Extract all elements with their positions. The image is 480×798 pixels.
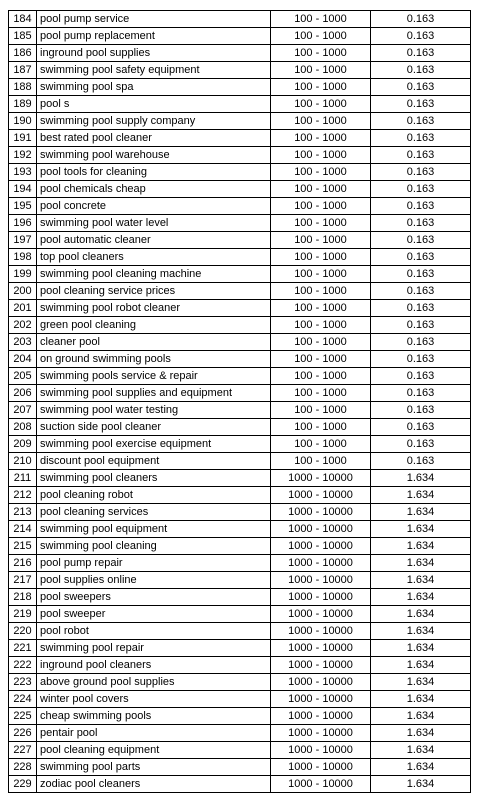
keyword-cell: inground pool supplies (37, 45, 271, 62)
table-row (9, 521, 471, 538)
table-row (9, 79, 471, 96)
keyword-cell: swimming pools service & repair (37, 368, 271, 385)
table-row (9, 181, 471, 198)
value-cell: 0.163 (371, 79, 471, 96)
value-cell: 0.163 (371, 300, 471, 317)
value-cell: 1.634 (371, 759, 471, 776)
table-row (9, 504, 471, 521)
row-number-cell: 196 (9, 215, 37, 232)
keyword-cell: pool pump repair (37, 555, 271, 572)
search-volume-range-cell: 1000 - 10000 (271, 708, 371, 725)
value-cell: 0.163 (371, 28, 471, 45)
keyword-cell: swimming pool equipment (37, 521, 271, 538)
row-number-cell: 186 (9, 45, 37, 62)
value-cell: 1.634 (371, 538, 471, 555)
value-cell: 0.163 (371, 402, 471, 419)
value-cell: 1.634 (371, 487, 471, 504)
row-number-cell: 221 (9, 640, 37, 657)
row-number-cell: 222 (9, 657, 37, 674)
row-number-cell: 214 (9, 521, 37, 538)
search-volume-range-cell: 100 - 1000 (271, 317, 371, 334)
value-cell: 1.634 (371, 674, 471, 691)
table-row (9, 45, 471, 62)
search-volume-range-cell: 1000 - 10000 (271, 776, 371, 793)
row-number-cell: 190 (9, 113, 37, 130)
search-volume-range-cell: 1000 - 10000 (271, 555, 371, 572)
value-cell: 1.634 (371, 742, 471, 759)
search-volume-range-cell: 100 - 1000 (271, 351, 371, 368)
row-number-cell: 212 (9, 487, 37, 504)
value-cell: 1.634 (371, 640, 471, 657)
keyword-cell: green pool cleaning (37, 317, 271, 334)
value-cell: 0.163 (371, 147, 471, 164)
table-row (9, 62, 471, 79)
row-number-cell: 224 (9, 691, 37, 708)
keyword-cell: pool robot (37, 623, 271, 640)
search-volume-range-cell: 1000 - 10000 (271, 504, 371, 521)
table-row (9, 759, 471, 776)
value-cell: 1.634 (371, 623, 471, 640)
search-volume-range-cell: 100 - 1000 (271, 334, 371, 351)
keyword-cell: swimming pool water testing (37, 402, 271, 419)
table-row (9, 623, 471, 640)
search-volume-range-cell: 100 - 1000 (271, 453, 371, 470)
value-cell: 0.163 (371, 164, 471, 181)
value-cell: 0.163 (371, 130, 471, 147)
row-number-cell: 188 (9, 79, 37, 96)
keyword-cell: swimming pool supply company (37, 113, 271, 130)
search-volume-range-cell: 100 - 1000 (271, 62, 371, 79)
value-cell: 0.163 (371, 45, 471, 62)
search-volume-range-cell: 1000 - 10000 (271, 606, 371, 623)
search-volume-range-cell: 1000 - 10000 (271, 521, 371, 538)
search-volume-range-cell: 100 - 1000 (271, 249, 371, 266)
search-volume-range-cell: 1000 - 10000 (271, 623, 371, 640)
table-row (9, 385, 471, 402)
row-number-cell: 210 (9, 453, 37, 470)
row-number-cell: 194 (9, 181, 37, 198)
row-number-cell: 211 (9, 470, 37, 487)
table-row (9, 538, 471, 555)
value-cell: 0.163 (371, 249, 471, 266)
search-volume-range-cell: 1000 - 10000 (271, 759, 371, 776)
value-cell: 0.163 (371, 419, 471, 436)
keyword-cell: pool tools for cleaning (37, 164, 271, 181)
keyword-cell: pool cleaning robot (37, 487, 271, 504)
keyword-cell: swimming pool parts (37, 759, 271, 776)
table-row (9, 113, 471, 130)
keyword-cell: discount pool equipment (37, 453, 271, 470)
table-row (9, 742, 471, 759)
value-cell: 1.634 (371, 589, 471, 606)
keyword-cell: above ground pool supplies (37, 674, 271, 691)
table-row (9, 215, 471, 232)
value-cell: 0.163 (371, 11, 471, 28)
table-row (9, 657, 471, 674)
value-cell: 1.634 (371, 708, 471, 725)
keyword-cell: swimming pool cleaning machine (37, 266, 271, 283)
search-volume-range-cell: 100 - 1000 (271, 266, 371, 283)
row-number-cell: 184 (9, 11, 37, 28)
search-volume-range-cell: 100 - 1000 (271, 113, 371, 130)
search-volume-range-cell: 100 - 1000 (271, 215, 371, 232)
search-volume-range-cell: 100 - 1000 (271, 11, 371, 28)
row-number-cell: 200 (9, 283, 37, 300)
value-cell: 1.634 (371, 521, 471, 538)
row-number-cell: 213 (9, 504, 37, 521)
keyword-cell: suction side pool cleaner (37, 419, 271, 436)
table-row (9, 266, 471, 283)
row-number-cell: 227 (9, 742, 37, 759)
value-cell: 1.634 (371, 504, 471, 521)
row-number-cell: 223 (9, 674, 37, 691)
value-cell: 0.163 (371, 385, 471, 402)
table-row (9, 470, 471, 487)
row-number-cell: 203 (9, 334, 37, 351)
search-volume-range-cell: 100 - 1000 (271, 419, 371, 436)
search-volume-range-cell: 100 - 1000 (271, 300, 371, 317)
row-number-cell: 215 (9, 538, 37, 555)
table-row (9, 487, 471, 504)
table-row (9, 606, 471, 623)
value-cell: 1.634 (371, 691, 471, 708)
search-volume-range-cell: 1000 - 10000 (271, 674, 371, 691)
search-volume-range-cell: 100 - 1000 (271, 28, 371, 45)
keyword-cell: pool sweepers (37, 589, 271, 606)
table-row (9, 725, 471, 742)
value-cell: 1.634 (371, 725, 471, 742)
row-number-cell: 193 (9, 164, 37, 181)
keyword-cell: inground pool cleaners (37, 657, 271, 674)
keyword-cell: zodiac pool cleaners (37, 776, 271, 793)
table-row (9, 368, 471, 385)
search-volume-range-cell: 100 - 1000 (271, 79, 371, 96)
keyword-cell: pool pump service (37, 11, 271, 28)
value-cell: 0.163 (371, 266, 471, 283)
keyword-cell: swimming pool exercise equipment (37, 436, 271, 453)
value-cell: 0.163 (371, 283, 471, 300)
value-cell: 0.163 (371, 113, 471, 130)
keyword-cell: best rated pool cleaner (37, 130, 271, 147)
search-volume-range-cell: 100 - 1000 (271, 368, 371, 385)
row-number-cell: 198 (9, 249, 37, 266)
value-cell: 0.163 (371, 62, 471, 79)
row-number-cell: 199 (9, 266, 37, 283)
keyword-cell: swimming pool water level (37, 215, 271, 232)
keyword-cell: cheap swimming pools (37, 708, 271, 725)
row-number-cell: 226 (9, 725, 37, 742)
table-row (9, 11, 471, 28)
keyword-cell: swimming pool supplies and equipment (37, 385, 271, 402)
search-volume-range-cell: 100 - 1000 (271, 283, 371, 300)
row-number-cell: 195 (9, 198, 37, 215)
search-volume-range-cell: 1000 - 10000 (271, 725, 371, 742)
row-number-cell: 220 (9, 623, 37, 640)
search-volume-range-cell: 100 - 1000 (271, 198, 371, 215)
search-volume-range-cell: 100 - 1000 (271, 96, 371, 113)
table-row (9, 402, 471, 419)
table-row (9, 674, 471, 691)
value-cell: 0.163 (371, 215, 471, 232)
table-row (9, 147, 471, 164)
row-number-cell: 206 (9, 385, 37, 402)
search-volume-range-cell: 1000 - 10000 (271, 572, 371, 589)
row-number-cell: 209 (9, 436, 37, 453)
table-row (9, 130, 471, 147)
table-row (9, 589, 471, 606)
value-cell: 0.163 (371, 232, 471, 249)
search-volume-range-cell: 1000 - 10000 (271, 538, 371, 555)
value-cell: 0.163 (371, 181, 471, 198)
table-row (9, 776, 471, 793)
table-row (9, 300, 471, 317)
table-row (9, 96, 471, 113)
keyword-cell: swimming pool safety equipment (37, 62, 271, 79)
table-row (9, 164, 471, 181)
value-cell: 1.634 (371, 470, 471, 487)
value-cell: 1.634 (371, 657, 471, 674)
keyword-cell: pool concrete (37, 198, 271, 215)
table-row (9, 453, 471, 470)
search-volume-range-cell: 100 - 1000 (271, 385, 371, 402)
row-number-cell: 219 (9, 606, 37, 623)
table-row (9, 249, 471, 266)
row-number-cell: 191 (9, 130, 37, 147)
search-volume-range-cell: 1000 - 10000 (271, 657, 371, 674)
keyword-cell: winter pool covers (37, 691, 271, 708)
keyword-cell: swimming pool cleaners (37, 470, 271, 487)
row-number-cell: 202 (9, 317, 37, 334)
search-volume-range-cell: 100 - 1000 (271, 436, 371, 453)
keyword-cell: swimming pool spa (37, 79, 271, 96)
value-cell: 0.163 (371, 351, 471, 368)
value-cell: 0.163 (371, 368, 471, 385)
search-volume-range-cell: 100 - 1000 (271, 164, 371, 181)
value-cell: 1.634 (371, 555, 471, 572)
keyword-cell: pool chemicals cheap (37, 181, 271, 198)
value-cell: 0.163 (371, 96, 471, 113)
row-number-cell: 204 (9, 351, 37, 368)
keyword-cell: pool cleaning service prices (37, 283, 271, 300)
value-cell: 0.163 (371, 436, 471, 453)
keyword-cell: on ground swimming pools (37, 351, 271, 368)
table-row (9, 419, 471, 436)
keyword-cell: pentair pool (37, 725, 271, 742)
value-cell: 0.163 (371, 334, 471, 351)
table-row (9, 436, 471, 453)
row-number-cell: 225 (9, 708, 37, 725)
search-volume-range-cell: 1000 - 10000 (271, 640, 371, 657)
keyword-cell: pool sweeper (37, 606, 271, 623)
table-row (9, 198, 471, 215)
row-number-cell: 187 (9, 62, 37, 79)
keyword-cell: pool s (37, 96, 271, 113)
row-number-cell: 185 (9, 28, 37, 45)
table-row (9, 572, 471, 589)
search-volume-range-cell: 100 - 1000 (271, 181, 371, 198)
keyword-table-body (9, 11, 471, 793)
row-number-cell: 207 (9, 402, 37, 419)
table-row (9, 555, 471, 572)
table-row (9, 334, 471, 351)
table-row (9, 283, 471, 300)
search-volume-range-cell: 1000 - 10000 (271, 742, 371, 759)
row-number-cell: 205 (9, 368, 37, 385)
table-row (9, 351, 471, 368)
search-volume-range-cell: 1000 - 10000 (271, 470, 371, 487)
keyword-cell: pool cleaning services (37, 504, 271, 521)
row-number-cell: 229 (9, 776, 37, 793)
table-row (9, 28, 471, 45)
keyword-cell: pool supplies online (37, 572, 271, 589)
value-cell: 1.634 (371, 606, 471, 623)
value-cell: 0.163 (371, 198, 471, 215)
keyword-cell: swimming pool cleaning (37, 538, 271, 555)
table-row (9, 317, 471, 334)
table-row (9, 708, 471, 725)
table-row (9, 640, 471, 657)
search-volume-range-cell: 100 - 1000 (271, 45, 371, 62)
value-cell: 1.634 (371, 776, 471, 793)
row-number-cell: 216 (9, 555, 37, 572)
row-number-cell: 217 (9, 572, 37, 589)
keyword-cell: pool cleaning equipment (37, 742, 271, 759)
search-volume-range-cell: 100 - 1000 (271, 130, 371, 147)
search-volume-range-cell: 100 - 1000 (271, 147, 371, 164)
keyword-cell: pool automatic cleaner (37, 232, 271, 249)
row-number-cell: 218 (9, 589, 37, 606)
keyword-cell: top pool cleaners (37, 249, 271, 266)
keyword-cell: pool pump replacement (37, 28, 271, 45)
row-number-cell: 197 (9, 232, 37, 249)
row-number-cell: 208 (9, 419, 37, 436)
value-cell: 1.634 (371, 572, 471, 589)
search-volume-range-cell: 100 - 1000 (271, 232, 371, 249)
row-number-cell: 201 (9, 300, 37, 317)
search-volume-range-cell: 100 - 1000 (271, 402, 371, 419)
keyword-cell: swimming pool robot cleaner (37, 300, 271, 317)
keyword-cell: swimming pool warehouse (37, 147, 271, 164)
row-number-cell: 189 (9, 96, 37, 113)
keyword-cell: swimming pool repair (37, 640, 271, 657)
search-volume-range-cell: 1000 - 10000 (271, 487, 371, 504)
table-row (9, 232, 471, 249)
row-number-cell: 192 (9, 147, 37, 164)
value-cell: 0.163 (371, 317, 471, 334)
row-number-cell: 228 (9, 759, 37, 776)
search-volume-range-cell: 1000 - 10000 (271, 691, 371, 708)
table-row (9, 691, 471, 708)
value-cell: 0.163 (371, 453, 471, 470)
keyword-table (8, 10, 471, 793)
keyword-cell: cleaner pool (37, 334, 271, 351)
search-volume-range-cell: 1000 - 10000 (271, 589, 371, 606)
